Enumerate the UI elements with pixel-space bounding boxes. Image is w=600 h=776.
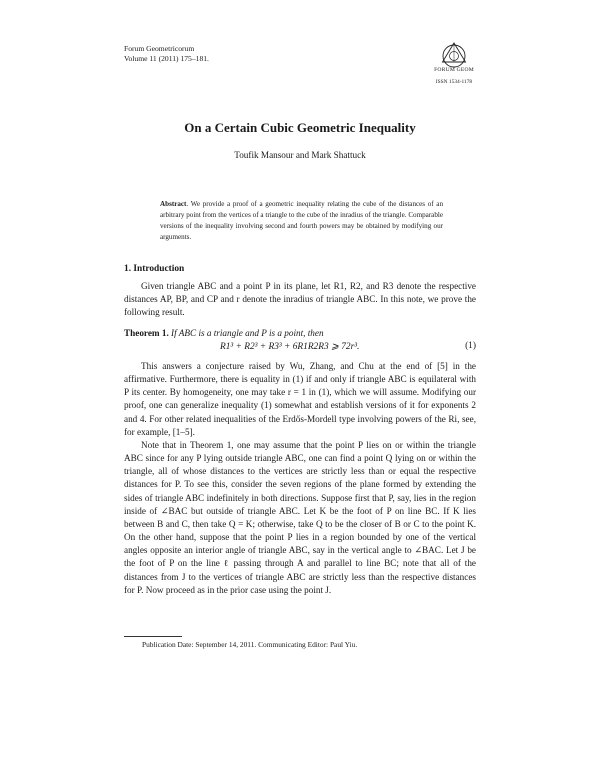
logo-text: FORUM GEOM: [434, 67, 474, 73]
logo-triangle-icon: [435, 40, 473, 68]
footnote-rule: [124, 636, 182, 637]
forum-geom-logo: [424, 40, 484, 85]
display-formula: [124, 341, 476, 355]
formula-number: (1): [465, 341, 476, 351]
journal-volume: Volume 11 (2011) 175–181.: [124, 54, 209, 63]
abstract: [160, 199, 443, 243]
answer-paragraph: This answers a conjecture raised by Wu, Zhang, and Chu at the end of [5] in the affirmative. Furthermore, there is equality in (1) if and only if triangle ABC is equilateral with P its center. By homogeneity, one may take r = 1 in (1), which we will assume. Modifying our proof, one can generalize inequality (1) somewhat and establish versions of it for exponents 2 and 4. For other related inequalities of the Erdős-Mordell type involving powers of the Ri, see, for example, [1–5].: [124, 361, 476, 437]
formula: R1³ + R2³ + R3³ + 6R1R2R3 ⩾ 72r³.: [220, 342, 360, 352]
paper-title: On a Certain Cubic Geometric Inequality: [184, 120, 416, 135]
journal-name: Forum Geometricorum: [124, 44, 195, 53]
section-heading: 1. Introduction: [124, 264, 185, 274]
abstract-text: . We provide a proof of a geometric inequality relating the cube of the distances of an arbitrary point from the vertices of a triangle to the cube of the inradius of the triangle. Comparable versions of the inequality involving second and fourth powers may be obtained by modifying our arguments.: [160, 200, 443, 241]
intro-paragraph: Given triangle ABC and a point P in its plane, let R1, R2, and R3 denote the respective distances AP, BP, and CP and r denote the inradius of triangle ABC. In this note, we prove the following result.: [124, 281, 476, 318]
abstract-label: Abstract: [160, 200, 187, 208]
note-paragraph: Note that in Theorem 1, one may assume that the point P lies on or within the triangle ABC since for any P lying outside triangle ABC, one can find a point Q lying on or within the triangle, all of whose distances to the vertices are strictly less than or equal the respective distances for P. To see this, consider the seven regions of the plane formed by extending the sides of triangle ABC indefinitely in both directions. Suppose first that P, say, lies in the region inside of ∠BAC but outside of triangle ABC. Let K be the foot of P on line BC. If K lies between B and C, then take Q = K; otherwise, take Q to be the closer of B or C to the point K. On the other hand, suppose that the point P lies in a region bounded by one of the vertical angles opposite an interior angle of triangle ABC, say in the vertical angle to ∠BAC. Let J be the foot of P on the line ℓ passing through A and parallel to line BC; note that all of the distances from J to the vertices of triangle ABC are strictly less than the respective distances for P. Now proceed as in the prior case using the point J.: [124, 440, 476, 595]
publication-footnote: Publication Date: September 14, 2011. Communicating Editor: Paul Yiu.: [142, 640, 358, 649]
issn: ISSN 1534-1178: [435, 79, 473, 85]
theorem-text: If ABC is a triangle and P is a point, then: [171, 328, 324, 338]
journal-header: [124, 44, 209, 64]
theorem-label: Theorem 1.: [124, 328, 169, 338]
paper-authors: Toufik Mansour and Mark Shattuck: [234, 150, 366, 160]
theorem-statement: [124, 327, 476, 340]
